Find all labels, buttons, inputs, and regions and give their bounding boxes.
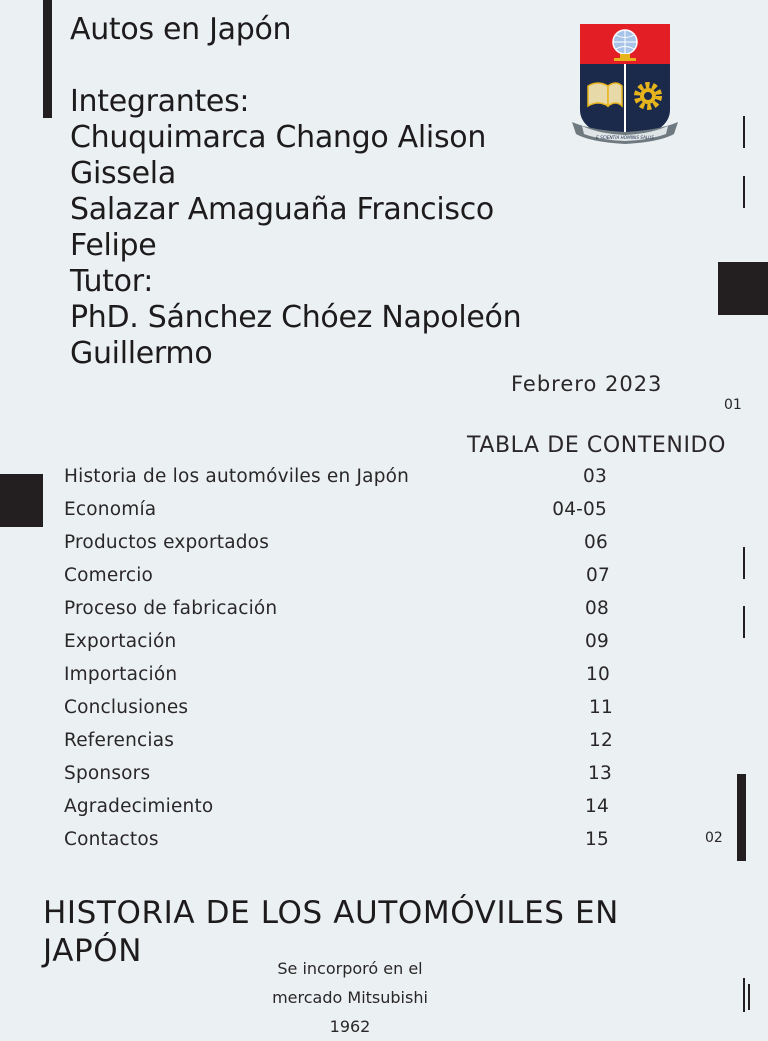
toc-item-page: 04-05 bbox=[552, 499, 607, 520]
toc-item bbox=[64, 462, 624, 495]
decor-line-bottom-right-2 bbox=[748, 984, 750, 1010]
members-heading: Integrantes: bbox=[70, 84, 250, 119]
toc-item-label: Historia de los automóviles en Japón bbox=[64, 466, 410, 487]
university-crest-logo bbox=[570, 22, 680, 152]
toc-item-label: Productos exportados bbox=[64, 532, 270, 553]
toc-item bbox=[64, 825, 624, 858]
toc-item-label: Comercio bbox=[64, 565, 154, 586]
decor-line-right-1 bbox=[743, 116, 745, 148]
decor-square-left bbox=[0, 474, 43, 527]
history-snippet bbox=[250, 954, 450, 1041]
toc-item-page: 09 bbox=[585, 631, 609, 652]
cover-title: Autos en Japón bbox=[70, 12, 292, 47]
toc-item bbox=[64, 495, 624, 528]
toc-item-label: Agradecimiento bbox=[64, 796, 214, 817]
crest-motto: E SCIENTIA HOMINIS SALUS bbox=[596, 135, 654, 140]
toc-item bbox=[64, 726, 624, 759]
toc-item-label: Economía bbox=[64, 499, 157, 520]
toc-item-label: Importación bbox=[64, 664, 178, 685]
toc-item bbox=[64, 594, 624, 627]
toc-item-page: 03 bbox=[583, 466, 607, 487]
history-heading-line1: HISTORIA DE LOS AUTOMÓVILES EN bbox=[43, 895, 619, 931]
tutor-line1: PhD. Sánchez Chóez Napoleón bbox=[70, 300, 522, 335]
decor-line-right-2 bbox=[743, 176, 745, 208]
page-number-01: 01 bbox=[724, 397, 742, 413]
toc-item bbox=[64, 693, 624, 726]
toc-item-label: Contactos bbox=[64, 829, 159, 850]
page-number-02: 02 bbox=[705, 830, 723, 846]
member-1-line2: Gissela bbox=[70, 156, 176, 191]
toc-title: TABLA DE CONTENIDO bbox=[467, 433, 726, 458]
history-heading-line2: JAPÓN bbox=[43, 933, 143, 969]
decor-line-right-4 bbox=[743, 606, 745, 638]
toc-item-page: 07 bbox=[586, 565, 610, 586]
toc-item-page: 08 bbox=[585, 598, 609, 619]
toc-item-page: 12 bbox=[589, 730, 613, 751]
toc-item-label: Sponsors bbox=[64, 763, 151, 784]
member-1-line1: Chuquimarca Chango Alison bbox=[70, 120, 487, 155]
toc-list bbox=[64, 462, 624, 858]
cover-title-block bbox=[70, 12, 590, 372]
decor-bar-top-left bbox=[43, 0, 52, 118]
member-2-line1: Salazar Amaguaña Francisco bbox=[70, 192, 494, 227]
toc-item-label: Conclusiones bbox=[64, 697, 189, 718]
member-2-line2: Felipe bbox=[70, 228, 157, 263]
toc-item-page: 10 bbox=[586, 664, 610, 685]
toc-item bbox=[64, 792, 624, 825]
toc-item-page: 13 bbox=[588, 763, 612, 784]
toc-item-page: 06 bbox=[584, 532, 608, 553]
decor-line-right-3 bbox=[743, 547, 745, 579]
decor-bar-right bbox=[737, 774, 746, 861]
history-snippet-line2: mercado Mitsubishi bbox=[272, 988, 428, 1007]
toc-item bbox=[64, 561, 624, 594]
decor-line-bottom-right bbox=[743, 978, 745, 1012]
history-snippet-line3: 1962 bbox=[329, 1017, 371, 1036]
toc-item-label: Exportación bbox=[64, 631, 177, 652]
tutor-line2: Guillermo bbox=[70, 336, 213, 371]
toc-item-label: Referencias bbox=[64, 730, 175, 751]
history-snippet-line1: Se incorporó en el bbox=[277, 959, 423, 978]
toc-item-page: 15 bbox=[585, 829, 609, 850]
toc-item bbox=[64, 660, 624, 693]
toc-item bbox=[64, 759, 624, 792]
decor-square-right bbox=[718, 262, 768, 315]
toc-item-page: 14 bbox=[585, 796, 609, 817]
cover-date: Febrero 2023 bbox=[511, 372, 663, 396]
toc-item-page: 11 bbox=[589, 697, 613, 718]
toc-item bbox=[64, 627, 624, 660]
toc-item bbox=[64, 528, 624, 561]
tutor-heading: Tutor: bbox=[70, 264, 154, 299]
toc-item-label: Proceso de fabricación bbox=[64, 598, 278, 619]
